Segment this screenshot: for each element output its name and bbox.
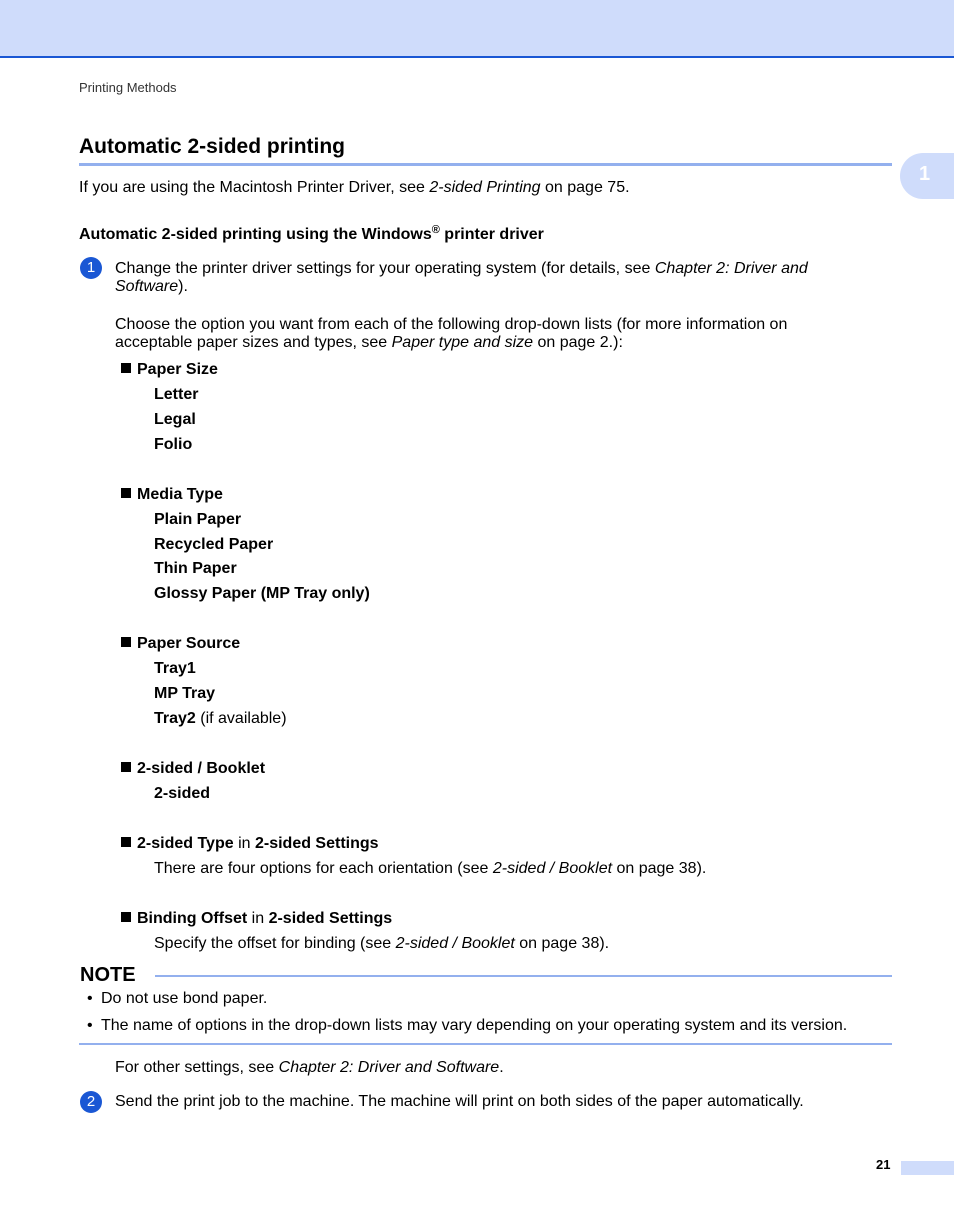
paper-type-link[interactable]: Paper type and size	[391, 334, 534, 351]
option-2-sided-type: 2-sided Type in 2-sided Settings	[121, 835, 379, 853]
chapter-2-link[interactable]: Chapter 2: Driver and Software	[278, 1059, 500, 1076]
page-title: Automatic 2-sided printing	[79, 135, 346, 158]
header-band	[0, 0, 954, 56]
list-item: 2-sided	[154, 785, 211, 802]
breadcrumb: Printing Methods	[79, 80, 177, 95]
bullet-dot-icon: •	[87, 1017, 93, 1034]
option-paper-size: Paper Size	[121, 361, 218, 379]
option-media-type: Media Type	[121, 486, 223, 504]
list-item: Folio	[154, 436, 193, 453]
booklet-link[interactable]: 2-sided / Booklet	[395, 935, 515, 952]
list-item: Tray1	[154, 660, 196, 677]
option-binding-offset-desc: Specify the offset for binding (see 2-sided / Booklet on page 38).	[154, 935, 610, 952]
list-item: MP Tray	[154, 685, 216, 702]
list-item: Glossy Paper (MP Tray only)	[154, 585, 370, 602]
intro-link[interactable]: 2-sided Printing	[429, 179, 541, 196]
page-number-bar	[901, 1161, 954, 1175]
step-1-text: Change the printer driver settings for your operating system (for details, see Chapter 2: Driver and	[115, 260, 808, 277]
step-2-text: Send the print job to the machine. The machine will print on both sides of the paper automatically.	[115, 1093, 804, 1110]
note-title: NOTE	[80, 964, 136, 986]
step-1-text-cont: Software).	[115, 278, 188, 295]
booklet-link[interactable]: 2-sided / Booklet	[492, 860, 613, 877]
choose-paragraph-line1: Choose the option you want from each of the following drop-down lists (for more information on	[115, 316, 788, 333]
option-booklet: 2-sided / Booklet	[121, 760, 265, 778]
note-item: The name of options in the drop-down lists may vary depending on your operating system and its version.	[101, 1017, 848, 1034]
list-item: Legal	[154, 411, 196, 428]
square-bullet-icon	[121, 912, 131, 922]
square-bullet-icon	[121, 762, 131, 772]
square-bullet-icon	[121, 363, 131, 373]
chapter-tab-number: 1	[919, 163, 931, 185]
note-rule	[155, 975, 892, 977]
chapter-tab	[900, 153, 954, 199]
option-paper-source: Paper Source	[121, 635, 240, 653]
step-1-badge: 1	[80, 257, 102, 279]
square-bullet-icon	[121, 837, 131, 847]
bullet-dot-icon: •	[87, 990, 93, 1007]
note-item: Do not use bond paper.	[101, 990, 268, 1007]
list-item: Plain Paper	[154, 511, 242, 528]
square-bullet-icon	[121, 637, 131, 647]
subheading: Automatic 2-sided printing using the Windows® printer driver	[79, 224, 544, 243]
list-item: Letter	[154, 386, 199, 403]
list-item: Recycled Paper	[154, 536, 274, 553]
header-rule	[0, 56, 954, 58]
other-settings: For other settings, see Chapter 2: Driver and Software.	[115, 1059, 504, 1076]
intro-paragraph: If you are using the Macintosh Printer Driver, see 2-sided Printing on page 75.	[79, 179, 630, 196]
choose-paragraph-line2: acceptable paper sizes and types, see Paper type and size on page 2.):	[115, 334, 623, 351]
page-number: 21	[876, 1157, 891, 1172]
note-bottom-rule	[79, 1043, 892, 1045]
list-item: Tray2 (if available)	[154, 710, 287, 727]
step-2-badge: 2	[80, 1091, 102, 1113]
option-2-sided-type-desc: There are four options for each orientation (see 2-sided / Booklet on page 38).	[154, 860, 707, 877]
option-binding-offset: Binding Offset in 2-sided Settings	[121, 910, 392, 928]
list-item: Thin Paper	[154, 560, 237, 577]
chapter-2-link[interactable]: Chapter 2: Driver and	[654, 260, 808, 277]
square-bullet-icon	[121, 488, 131, 498]
title-underline	[79, 163, 892, 166]
